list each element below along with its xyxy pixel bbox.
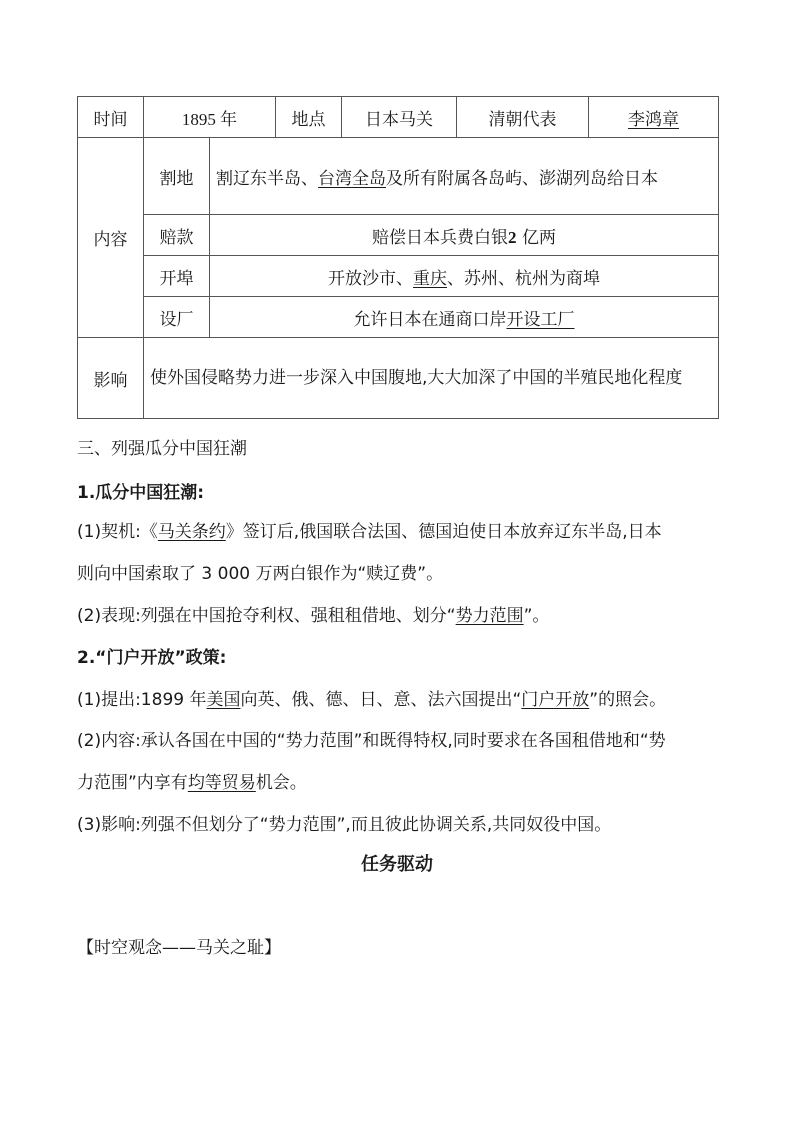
row-text-ports: 开放沙市、重庆、苏州、杭州为商埠: [210, 256, 719, 297]
table-row: [78, 97, 719, 138]
row-label-factories: 设厂: [144, 297, 210, 338]
row-text-factories: 允许日本在通商口岸开设工厂: [210, 297, 719, 338]
table-row: [78, 297, 719, 338]
place-label: 地点: [276, 97, 342, 138]
content-label: 内容: [78, 138, 144, 338]
time-value: 1895 年: [144, 97, 276, 138]
subheading-open-door: 2.“门户开放”政策:: [77, 648, 227, 668]
impact-text: 使外国侵略势力进一步深入中国腹地,大大加深了中国的半殖民地化程度: [144, 338, 719, 419]
representative-value: 李鸿章: [589, 97, 719, 138]
table-row: [78, 215, 719, 256]
paragraph-manifestation: (2)表现:列强在中国抢夺利权、强租租借地、划分“势力范围”。: [77, 606, 550, 626]
row-label-indemnity: 赔款: [144, 215, 210, 256]
row-text-indemnity: 赔偿日本兵费白银2 亿两: [210, 215, 719, 256]
row-label-cession: 割地: [144, 138, 210, 215]
paragraph-opportunity-line2: 则向中国索取了 3 000 万两白银作为“赎辽费”。: [77, 564, 444, 584]
representative-label: 清朝代表: [457, 97, 589, 138]
paragraph-proposal: (1)提出:1899 年美国向英、俄、德、日、意、法六国提出“门户开放”的照会。: [77, 690, 667, 710]
section-heading: 三、列强瓜分中国狂潮: [77, 439, 247, 459]
paragraph-opportunity-line1: (1)契机:《马关条约》签订后,俄国联合法国、德国迫使日本放弃辽东半岛,日本: [77, 522, 662, 542]
row-text-cession: 割辽东半岛、台湾全岛及所有附属各岛屿、澎湖列岛给日本: [210, 138, 719, 215]
table-row: [78, 338, 719, 419]
table-row: [78, 138, 719, 215]
table-row: [78, 256, 719, 297]
place-value: 日本马关: [342, 97, 457, 138]
impact-label: 影响: [78, 338, 144, 419]
time-label: 时间: [78, 97, 144, 138]
paragraph-impact: (3)影响:列强不但划分了“势力范围”,而且彼此协调关系,共同奴役中国。: [77, 815, 612, 835]
treaty-table: [77, 96, 719, 419]
bracket-title: 【时空观念——马关之耻】: [77, 938, 281, 958]
subheading-partition: 1.瓜分中国狂潮:: [77, 483, 205, 503]
paragraph-content-line2: 力范围”内享有均等贸易机会。: [77, 773, 307, 793]
task-title: 任务驱动: [361, 854, 433, 875]
paragraph-content-line1: (2)内容:承认各国在中国的“势力范围”和既得特权,同时要求在各国租借地和“势: [77, 731, 666, 751]
row-label-ports: 开埠: [144, 256, 210, 297]
